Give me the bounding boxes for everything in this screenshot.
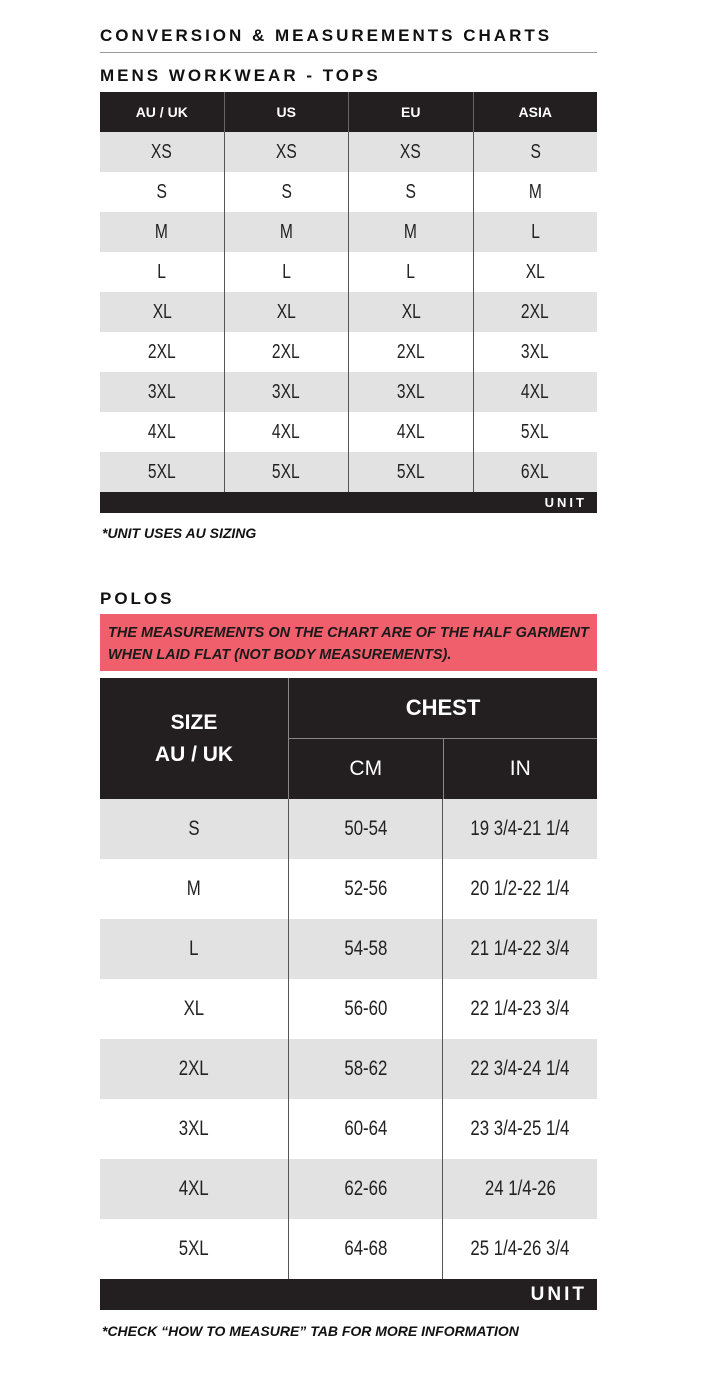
size-value: S <box>405 180 416 203</box>
table-row <box>100 412 597 452</box>
table-cell <box>349 252 474 292</box>
table-cell <box>225 412 350 452</box>
polos-section-title: POLOS <box>100 589 175 608</box>
tops-size-table <box>100 92 597 513</box>
table-cell <box>225 132 350 172</box>
unit-logo: UNIT <box>530 1283 587 1305</box>
table-cell <box>289 859 443 919</box>
tops-table-body <box>100 132 597 492</box>
table-cell <box>100 252 225 292</box>
polos-measurement-notice <box>100 614 597 671</box>
tops-section-title: MENS WORKWEAR - TOPS <box>100 66 381 85</box>
table-cell <box>100 172 225 212</box>
table-cell <box>443 1039 597 1099</box>
table-row <box>100 172 597 212</box>
size-value: M <box>155 220 169 243</box>
table-cell <box>289 979 443 1039</box>
table-cell <box>100 372 225 412</box>
size-value: 5XL <box>147 460 176 483</box>
polos-table-header <box>100 678 597 799</box>
size-value: 4XL <box>396 420 425 443</box>
size-value: L <box>530 220 540 243</box>
table-cell <box>100 859 289 919</box>
size-value: 2XL <box>272 340 301 363</box>
chest-cm-value: 50-54 <box>344 817 387 840</box>
table-row <box>100 1219 597 1279</box>
chest-in-value: 19 3/4-21 1/4 <box>470 817 570 840</box>
size-value: 4XL <box>521 380 550 403</box>
size-value: L <box>157 260 167 283</box>
size-value: 3XL <box>147 380 176 403</box>
size-value: S <box>156 180 167 203</box>
table-cell <box>100 292 225 332</box>
size-value: 3XL <box>521 340 550 363</box>
size-value: 2XL <box>147 340 176 363</box>
size-value: M <box>528 180 542 203</box>
chest-cm-value: 64-68 <box>344 1237 387 1260</box>
table-cell <box>100 212 225 252</box>
polos-header-in: IN <box>509 757 531 780</box>
size-value: 2XL <box>521 300 550 323</box>
chest-cm-value: 62-66 <box>344 1177 387 1200</box>
chest-in-value: 23 3/4-25 1/4 <box>470 1117 570 1140</box>
polos-header-size-system: AU / UK <box>154 742 234 766</box>
tops-table-footer <box>100 492 597 513</box>
size-value: L <box>406 260 416 283</box>
table-cell <box>289 1039 443 1099</box>
polos-header-cm: CM <box>289 739 444 799</box>
size-value: 4XL <box>179 1177 209 1200</box>
size-value: 5XL <box>396 460 425 483</box>
size-value: 4XL <box>272 420 301 443</box>
size-value: 2XL <box>179 1057 209 1080</box>
size-value: 6XL <box>521 460 550 483</box>
size-value: M <box>404 220 418 243</box>
table-cell <box>225 172 350 212</box>
table-row <box>100 332 597 372</box>
table-cell <box>100 132 225 172</box>
table-cell <box>225 332 350 372</box>
table-cell <box>349 372 474 412</box>
table-cell <box>100 979 289 1039</box>
table-cell <box>443 919 597 979</box>
size-value: 2XL <box>396 340 425 363</box>
table-cell <box>225 452 350 492</box>
chest-cm-value: 54-58 <box>344 937 387 960</box>
size-value: 5XL <box>272 460 301 483</box>
unit-logo: UNIT <box>544 495 587 510</box>
table-cell <box>225 212 350 252</box>
table-cell <box>474 212 598 252</box>
table-cell <box>349 292 474 332</box>
polos-size-table <box>100 678 597 1310</box>
tops-header-asia: ASIA <box>518 104 552 120</box>
polos-header-chest: CHEST <box>289 678 597 739</box>
table-cell <box>289 799 443 859</box>
table-row <box>100 799 597 859</box>
size-value: S <box>530 140 541 163</box>
chest-cm-value: 56-60 <box>344 997 387 1020</box>
chest-cm-value: 52-56 <box>344 877 387 900</box>
size-value: S <box>188 817 200 840</box>
table-cell <box>443 859 597 919</box>
page-title: CONVERSION & MEASUREMENTS CHARTS <box>100 26 553 45</box>
table-cell <box>100 919 289 979</box>
chest-in-value: 25 1/4-26 3/4 <box>470 1237 570 1260</box>
table-cell <box>474 412 598 452</box>
table-cell <box>349 412 474 452</box>
table-row <box>100 132 597 172</box>
table-cell <box>443 1159 597 1219</box>
table-cell <box>225 292 350 332</box>
table-row <box>100 1099 597 1159</box>
table-cell <box>474 172 598 212</box>
chest-in-value: 20 1/2-22 1/4 <box>470 877 570 900</box>
table-cell <box>349 452 474 492</box>
table-cell <box>225 252 350 292</box>
table-row <box>100 292 597 332</box>
polos-header-size-label: SIZE <box>170 710 218 734</box>
table-cell <box>289 919 443 979</box>
chest-in-value: 22 3/4-24 1/4 <box>470 1057 570 1080</box>
table-cell <box>349 132 474 172</box>
size-value: 3XL <box>272 380 301 403</box>
chest-in-value: 22 1/4-23 3/4 <box>470 997 570 1020</box>
tops-header-eu: EU <box>349 92 474 132</box>
table-cell <box>100 1099 289 1159</box>
table-cell <box>443 979 597 1039</box>
size-value: XL <box>183 997 205 1020</box>
size-value: XS <box>151 140 173 163</box>
table-cell <box>474 332 598 372</box>
polos-table-body <box>100 799 597 1279</box>
chest-cm-value: 60-64 <box>344 1117 387 1140</box>
size-value: L <box>281 260 291 283</box>
table-cell <box>443 1219 597 1279</box>
size-value: L <box>189 937 199 960</box>
table-cell <box>289 1099 443 1159</box>
table-row <box>100 1159 597 1219</box>
size-value: S <box>281 180 292 203</box>
tops-sizing-note: *UNIT USES AU SIZING <box>102 525 257 541</box>
table-cell <box>100 452 225 492</box>
size-value: M <box>279 220 293 243</box>
tops-header-au-uk: AU / UK <box>100 92 225 132</box>
title-divider <box>100 52 597 53</box>
size-value: 3XL <box>396 380 425 403</box>
chest-cm-value: 58-62 <box>344 1057 387 1080</box>
table-cell <box>289 1159 443 1219</box>
table-row <box>100 372 597 412</box>
table-row <box>100 919 597 979</box>
table-cell <box>349 212 474 252</box>
table-row <box>100 252 597 292</box>
size-value: XL <box>525 260 545 283</box>
table-cell <box>474 132 598 172</box>
size-value: XL <box>401 300 421 323</box>
table-cell <box>100 799 289 859</box>
chest-in-value: 24 1/4-26 <box>484 1177 556 1200</box>
tops-table-header <box>100 92 597 132</box>
size-value: XL <box>152 300 172 323</box>
table-cell <box>474 372 598 412</box>
size-value: 3XL <box>179 1117 209 1140</box>
size-value: XS <box>275 140 297 163</box>
polos-header-chest-group <box>289 678 597 799</box>
size-value: XS <box>400 140 422 163</box>
table-cell <box>100 1159 289 1219</box>
size-value: XL <box>276 300 296 323</box>
table-row <box>100 979 597 1039</box>
polos-table-footer <box>100 1279 597 1310</box>
size-value: 5XL <box>521 420 550 443</box>
tops-header-us: US <box>225 92 350 132</box>
polos-header-units <box>289 739 597 799</box>
table-cell <box>474 252 598 292</box>
table-cell <box>474 292 598 332</box>
size-value: 5XL <box>179 1237 209 1260</box>
polos-notice-text: THE MEASUREMENTS ON THE CHART ARE OF THE HALF GARMENT WHEN LAID FLAT (NOT BODY MEASUREMENTS). <box>108 625 589 663</box>
table-cell <box>349 332 474 372</box>
table-cell <box>289 1219 443 1279</box>
table-cell <box>349 172 474 212</box>
table-cell <box>443 799 597 859</box>
table-cell <box>474 452 598 492</box>
table-cell <box>443 1099 597 1159</box>
table-cell <box>100 1039 289 1099</box>
chest-in-value: 21 1/4-22 3/4 <box>470 937 570 960</box>
table-row <box>100 452 597 492</box>
table-cell <box>100 1219 289 1279</box>
size-value: 4XL <box>147 420 176 443</box>
polos-measure-note: *CHECK “HOW TO MEASURE” TAB FOR MORE INFORMATION <box>102 1323 519 1339</box>
table-row <box>100 859 597 919</box>
table-cell <box>100 412 225 452</box>
table-row <box>100 212 597 252</box>
table-cell <box>225 372 350 412</box>
size-value: M <box>187 877 201 900</box>
table-row <box>100 1039 597 1099</box>
table-cell <box>100 332 225 372</box>
polos-header-size <box>100 678 289 799</box>
